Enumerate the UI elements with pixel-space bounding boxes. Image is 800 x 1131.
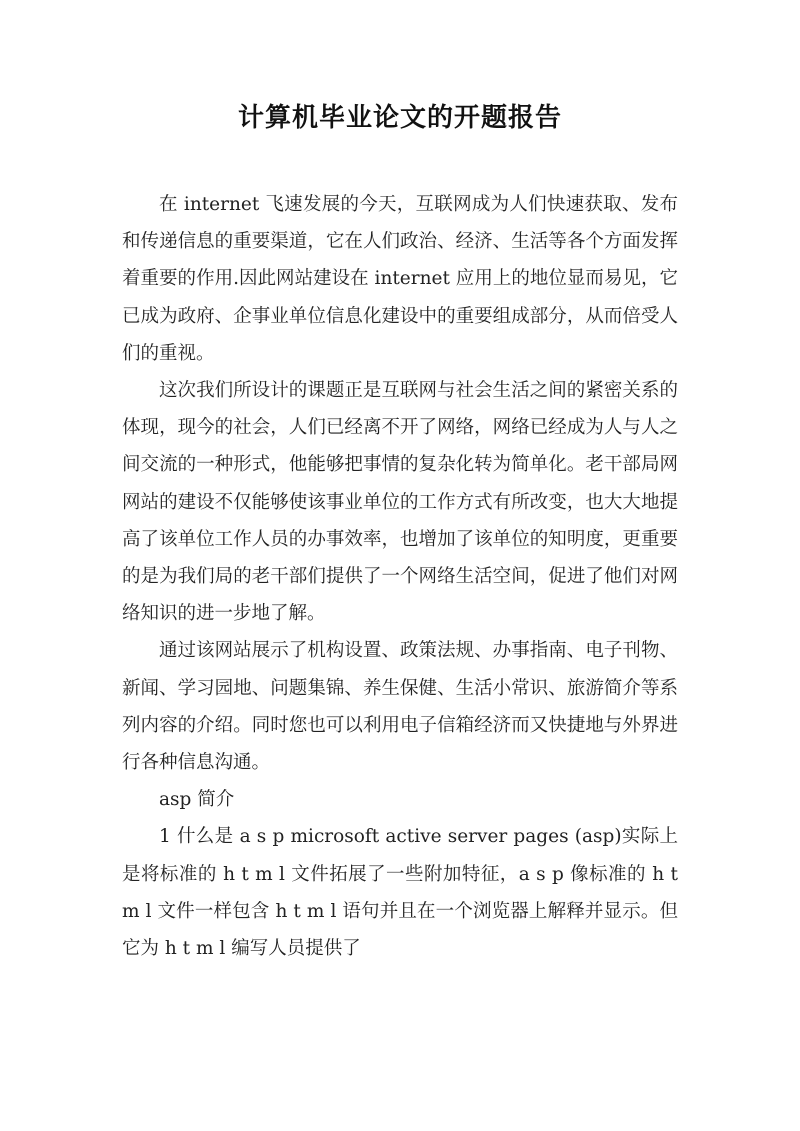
section-heading-asp: asp 简介 xyxy=(159,789,235,811)
paragraph-asp-definition: 1 什么是 a s p microsoft active server pages (asp)实际上是将标准的 h t m l 文件拓展了一些附加特征，a s p 像标准的 h t m l 文件一样包含 h t m l 语句并且在一个浏览器上解释并显示。但它为 h t m l 编写人员提供了 xyxy=(122,826,678,960)
paragraph-site-content: 通过该网站展示了机构设置、政策法规、办事指南、电子刊物、新闻、学习园地、问题集锦、养生保健、生活小常识、旅游简介等系列内容的介绍。同时您也可以利用电子信箱经济而又快捷地与外界进行各种信息沟通。 xyxy=(122,640,678,774)
paragraph-intro: 在 internet 飞速发展的今天，互联网成为人们快速获取、发布和传递信息的重要渠道，它在人们政治、经济、生活等各个方面发挥着重要的作用.因此网站建设在 internet 应用上的地位显而易见，它已成为政府、企事业单位信息化建设中的重要组成部分，从而倍受人们的重视。 xyxy=(122,194,678,364)
document-title: 计算机毕业论文的开题报告 xyxy=(237,103,562,133)
document-body xyxy=(122,186,678,967)
paragraph-project: 这次我们所设计的课题正是互联网与社会生活之间的紧密关系的体现，现今的社会，人们已经离不开了网络，网络已经成为人与人之间交流的一种形式，他能够把事情的复杂化转为简单化。老干部局网网站的建设不仅能够使该事业单位的工作方式有所改变，也大大地提高了该单位工作人员的办事效率，也增加了该单位的知明度，更重要的是为我们局的老干部们提供了一个网络生活空间，促进了他们对网络知识的进一步地了解。 xyxy=(122,380,678,625)
